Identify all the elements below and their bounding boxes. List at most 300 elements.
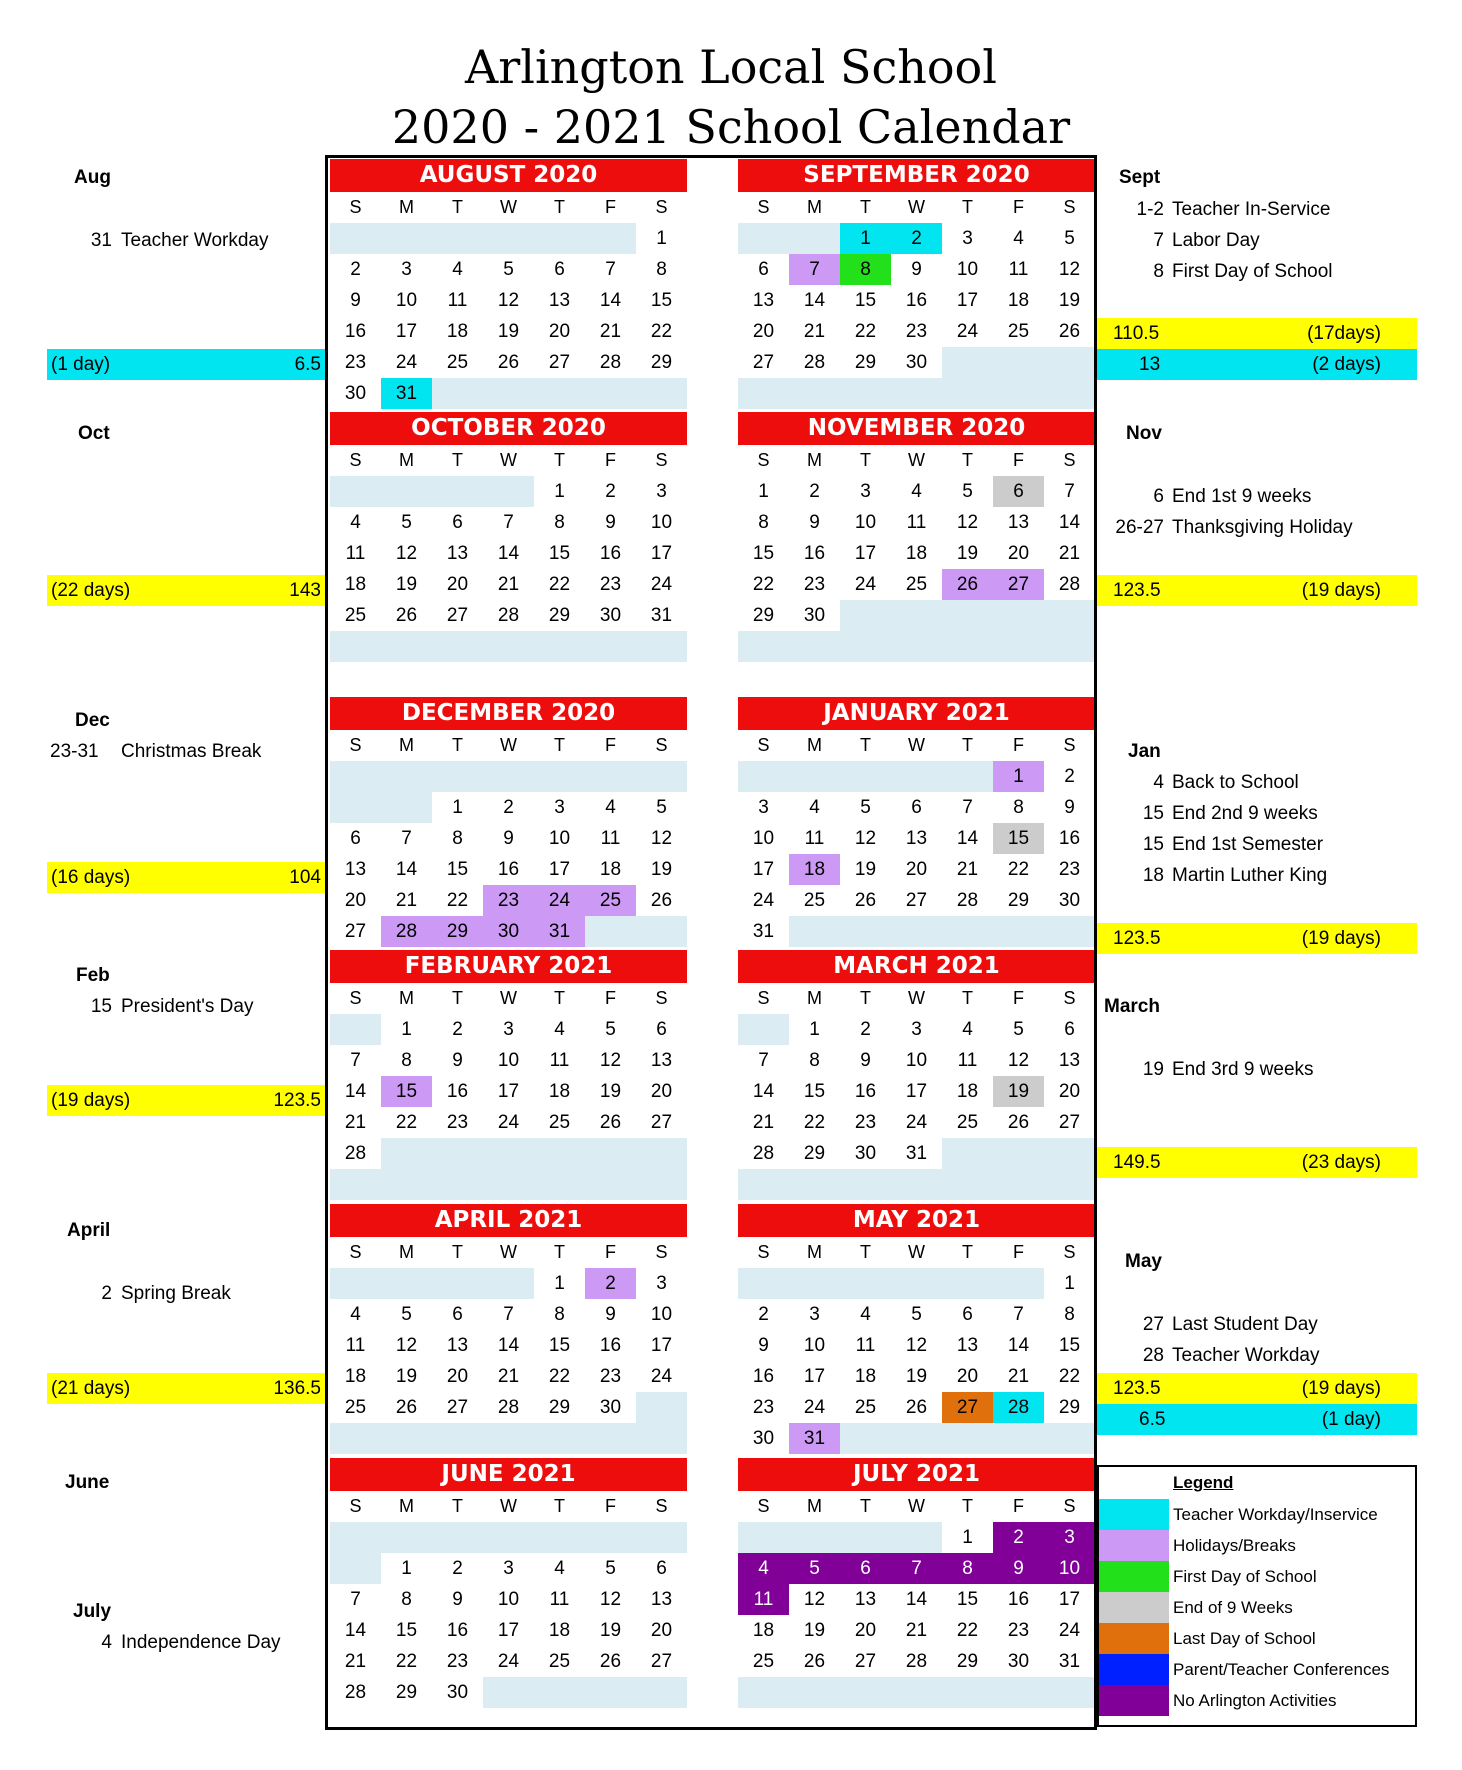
day-cell: 9 [911,259,922,280]
day-cell: 10 [650,1304,673,1325]
band-count: 123.5 [1113,928,1161,949]
weekday-header: M [399,735,414,755]
left-event-text: Spring Break [121,1283,231,1304]
day-cell: 11 [738,1584,789,1615]
weekday-header: T [962,197,973,217]
day-cell: 19 [599,1081,622,1102]
title-line-1: Arlington Local School [465,40,997,94]
day-cell: 15 [1058,1335,1081,1356]
day-cell: 4 [350,512,361,533]
day-cell: 14 [497,1335,520,1356]
day-cell: 23 [905,321,928,342]
day-cell: 8 [452,828,463,849]
day-cell: 16 [1007,1589,1030,1610]
day-cell: 11 [1008,259,1029,280]
day-cell: 8 [1064,1304,1075,1325]
day-cell: 2 [809,481,820,502]
day-cell: 15 [548,543,571,564]
band-count: 13 [1139,354,1161,375]
legend-label: First Day of School [1173,1567,1317,1586]
weekday-header: W [500,450,517,470]
weekday-header: F [605,735,616,755]
legend-swatch [1099,1654,1169,1685]
right-event-date: 18 [1142,865,1164,886]
day-cell: 16 [344,321,367,342]
month-header-may: MAY 2021 [738,1204,1095,1237]
legend-swatch [1099,1561,1169,1592]
day-cell: 28 [497,1397,520,1418]
left-label-oct: Oct [78,423,110,444]
day-cell: 6 [452,512,463,533]
legend-item [1099,1592,1415,1623]
day-cell: 5 [401,512,412,533]
day-cell: 19 [395,1366,418,1387]
day-cell: 7 [350,1589,361,1610]
legend-swatch [1099,1623,1169,1654]
day-cell: 20 [344,890,367,911]
day-cell: 20 [1007,543,1030,564]
band-count: 123.5 [1113,1378,1161,1399]
day-cell: 27 [548,352,571,373]
day-cell: 21 [344,1112,367,1133]
day-cell: 29 [1007,890,1030,911]
weekday-header: M [807,1242,822,1262]
day-cell: 12 [803,1589,826,1610]
day-cell: 1 [656,228,667,249]
right-event-date: 19 [1142,1059,1164,1080]
day-cell: 18 [1007,290,1030,311]
day-cell: 6 [350,828,361,849]
day-cell: 24 [395,352,418,373]
band-count: 104 [289,867,321,888]
day-cell: 1 [758,481,769,502]
day-cell: 15 [446,859,469,880]
day-cell: 1 [962,1527,973,1548]
day-cell: 13 [854,1589,877,1610]
day-cell: 17 [650,543,673,564]
left-event-text: President's Day [121,996,254,1017]
day-cell: 19 [854,859,877,880]
day-cell: 20 [752,321,775,342]
weekday-header: T [452,450,463,470]
right-event-text: Last Student Day [1172,1314,1318,1335]
day-cell: 7 [962,797,973,818]
day-cell: 6 [993,476,1044,507]
day-cell: 22 [1058,1366,1081,1387]
day-cell: 19 [956,543,979,564]
day-cell: 2 [758,1304,769,1325]
day-cell: 22 [548,574,571,595]
day-cell: 18 [599,859,622,880]
day-cell: 12 [599,1050,622,1071]
day-cell: 18 [905,543,928,564]
legend-item [1099,1530,1415,1561]
weekday-header: S [757,450,770,470]
band-days: (2 days) [1312,354,1381,375]
day-cell: 6 [1064,1019,1075,1040]
day-cell: 26 [395,605,418,626]
left-label-dec: Dec [75,710,110,731]
weekday-header: S [757,988,770,1008]
legend-swatch [1099,1499,1169,1530]
weekday-header: T [452,1242,463,1262]
day-cell: 12 [854,828,877,849]
right-event-date: 28 [1142,1345,1164,1366]
band-days: (17days) [1307,323,1381,344]
weekday-header: M [399,1496,414,1516]
weekday-header: T [554,197,565,217]
day-cell: 7 [503,512,514,533]
day-cell: 21 [803,321,826,342]
weekday-header: S [349,450,362,470]
day-cell: 27 [650,1112,673,1133]
day-cell: 9 [452,1050,463,1071]
day-cell: 3 [503,1019,514,1040]
day-cell: 1 [554,1273,565,1294]
day-cell: 10 [497,1050,520,1071]
day-cell: 23 [599,574,622,595]
day-cell: 31 [650,605,673,626]
weekday-header: S [349,1496,362,1516]
day-cell: 17 [752,859,775,880]
day-cell: 19 [803,1620,826,1641]
day-cell: 20 [446,1366,469,1387]
day-cell: 12 [956,512,979,533]
weekday-header: S [757,1496,770,1516]
day-cell: 17 [803,1366,826,1387]
day-cell: 28 [993,1392,1044,1423]
band-days: (1 day) [51,354,111,375]
weekday-header: W [500,1242,517,1262]
day-cell: 12 [650,828,673,849]
weekday-header: W [908,735,925,755]
band-count: 143 [289,580,321,601]
day-cell: 12 [395,1335,418,1356]
legend-label: Holidays/Breaks [1173,1536,1296,1555]
right-band [1097,1373,1417,1404]
weekday-header: S [1063,1496,1076,1516]
day-cell: 13 [446,543,469,564]
day-cell: 8 [401,1050,412,1071]
legend-item [1099,1499,1415,1530]
day-cell: 17 [497,1081,520,1102]
day-cell: 4 [605,797,616,818]
month-header-nov: NOVEMBER 2020 [738,412,1095,445]
day-cell: 30 [599,605,622,626]
day-cell: 28 [599,352,622,373]
day-cell: 31 [905,1143,928,1164]
day-cell: 19 [497,321,520,342]
right-event-text: End 2nd 9 weeks [1172,803,1318,824]
band-days: (16 days) [51,867,131,888]
day-cell: 14 [1007,1335,1030,1356]
right-label-mar: March [1104,996,1160,1017]
day-cell: 8 [554,1304,565,1325]
day-cell: 23 [1007,1620,1030,1641]
day-cell: 18 [854,1366,877,1387]
legend-swatch [1099,1592,1169,1623]
day-cell: 7 [401,828,412,849]
day-cell: 1 [809,1019,820,1040]
day-cell: 29 [650,352,673,373]
weekday-header: F [1013,1242,1024,1262]
day-cell: 18 [344,1366,367,1387]
day-cell: 6 [758,259,769,280]
day-cell: 1 [840,223,891,254]
day-cell: 2 [585,1268,636,1299]
day-cell: 16 [854,1081,877,1102]
month-header-mar: MARCH 2021 [738,950,1095,983]
day-cell: 24 [803,1397,826,1418]
day-cell: 5 [656,797,667,818]
right-label-jan: Jan [1128,741,1161,762]
day-cell: 25 [548,1112,571,1133]
day-cell: 7 [891,1553,942,1584]
day-cell: 10 [395,290,418,311]
day-cell: 6 [554,259,565,280]
month-header-dec: DECEMBER 2020 [330,697,687,730]
day-cell: 27 [650,1651,673,1672]
day-cell: 5 [1013,1019,1024,1040]
day-cell: 13 [905,828,928,849]
day-cell: 27 [446,1397,469,1418]
day-cell: 20 [548,321,571,342]
legend-item [1099,1685,1415,1716]
weekday-header: W [500,735,517,755]
day-cell: 9 [503,828,514,849]
day-cell: 14 [599,290,622,311]
weekday-header: W [908,450,925,470]
weekday-header: T [554,1496,565,1516]
day-cell: 5 [401,1304,412,1325]
day-cell: 3 [962,228,973,249]
day-cell: 31 [381,378,432,409]
day-cell: 11 [804,828,825,849]
day-cell: 17 [497,1620,520,1641]
day-cell: 18 [446,321,469,342]
day-cell: 30 [854,1143,877,1164]
day-cell: 29 [548,1397,571,1418]
day-cell: 10 [803,1335,826,1356]
day-cell: 14 [395,859,418,880]
day-cell: 6 [840,1553,891,1584]
day-cell: 16 [1058,828,1081,849]
day-cell: 27 [942,1392,993,1423]
day-cell: 21 [956,859,979,880]
day-cell: 15 [956,1589,979,1610]
day-cell: 20 [854,1620,877,1641]
day-cell: 12 [1007,1050,1030,1071]
day-cell: 7 [1013,1304,1024,1325]
day-cell: 28 [1058,574,1081,595]
weekday-header: T [962,1496,973,1516]
left-band [47,349,325,380]
day-cell: 28 [905,1651,928,1672]
day-cell: 29 [1058,1397,1081,1418]
month-header-jul: JULY 2021 [738,1458,1095,1491]
day-cell: 17 [548,859,571,880]
day-cell: 2 [350,259,361,280]
day-cell: 26 [599,1651,622,1672]
day-cell: 11 [345,1335,366,1356]
day-cell: 11 [600,828,621,849]
day-cell: 21 [395,890,418,911]
day-cell: 3 [401,259,412,280]
day-cell: 9 [605,512,616,533]
day-cell: 22 [1007,859,1030,880]
weekday-header: F [605,1242,616,1262]
day-cell: 21 [497,574,520,595]
weekday-header: S [1063,988,1076,1008]
day-cell: 29 [752,605,775,626]
day-cell: 18 [344,574,367,595]
day-cell: 3 [656,1273,667,1294]
right-band [1097,349,1417,380]
day-cell: 2 [503,797,514,818]
month-header-feb: FEBRUARY 2021 [330,950,687,983]
day-cell: 29 [395,1682,418,1703]
day-cell: 26 [650,890,673,911]
day-cell: 15 [650,290,673,311]
day-cell: 2 [860,1019,871,1040]
day-cell: 24 [650,1366,673,1387]
left-event-date: 4 [101,1632,112,1653]
right-event-text: End 3rd 9 weeks [1172,1059,1314,1080]
weekday-header: S [655,450,668,470]
weekday-header: F [605,988,616,1008]
day-cell: 30 [446,1682,469,1703]
month-header-jun: JUNE 2021 [330,1458,687,1491]
weekday-header: T [554,735,565,755]
day-cell: 12 [497,290,520,311]
day-cell: 28 [803,352,826,373]
day-cell: 1 [401,1019,412,1040]
day-cell: 18 [956,1081,979,1102]
right-event-text: Thanksgiving Holiday [1172,517,1353,538]
day-cell: 23 [854,1112,877,1133]
band-count: 149.5 [1113,1152,1161,1173]
day-cell: 13 [752,290,775,311]
right-event-date: 27 [1142,1314,1164,1335]
day-cell: 5 [605,1558,616,1579]
day-cell: 14 [344,1620,367,1641]
day-cell: 4 [962,1019,973,1040]
day-cell: 26 [854,890,877,911]
day-cell: 30 [1007,1651,1030,1672]
weekday-header: W [908,197,925,217]
calendar-frame [325,155,1097,1730]
day-cell: 1 [452,797,463,818]
day-cell: 22 [854,321,877,342]
band-days: (19 days) [1301,580,1381,601]
right-event-date: 15 [1142,834,1164,855]
day-cell: 20 [650,1081,673,1102]
day-cell: 11 [549,1050,570,1071]
day-cell: 24 [497,1112,520,1133]
band-count: 6.5 [294,354,321,375]
day-cell: 11 [549,1589,570,1610]
day-cell: 20 [446,574,469,595]
day-cell: 8 [1013,797,1024,818]
day-cell: 14 [344,1081,367,1102]
right-event-text: Labor Day [1172,230,1260,251]
band-count: 123.5 [1113,580,1161,601]
day-cell: 11 [906,512,927,533]
left-event-date: 31 [90,230,112,251]
day-cell: 16 [497,859,520,880]
day-cell: 7 [789,254,840,285]
day-cell: 13 [548,290,571,311]
day-cell: 2 [993,1522,1044,1553]
right-band [1097,1404,1417,1435]
day-cell: 10 [752,828,775,849]
left-event-text: Christmas Break [121,741,262,762]
day-cell: 27 [752,352,775,373]
weekday-header: T [860,450,871,470]
right-event-date: 4 [1153,772,1164,793]
day-cell: 5 [962,481,973,502]
day-cell: 13 [650,1050,673,1071]
day-cell: 3 [503,1558,514,1579]
day-cell: 29 [803,1143,826,1164]
title-line-2: 2020 - 2021 School Calendar [391,100,1071,154]
day-cell: 21 [752,1112,775,1133]
day-cell: 6 [656,1558,667,1579]
left-band [47,1373,325,1404]
weekday-header: S [349,197,362,217]
day-cell: 5 [605,1019,616,1040]
day-cell: 31 [534,916,585,947]
day-cell: 28 [497,605,520,626]
band-days: (23 days) [1301,1152,1381,1173]
day-cell: 17 [905,1081,928,1102]
month-header-aug: AUGUST 2020 [330,159,687,192]
weekday-header: M [807,197,822,217]
day-cell: 25 [905,574,928,595]
day-cell: 8 [942,1553,993,1584]
day-cell: 19 [599,1620,622,1641]
day-cell: 22 [395,1651,418,1672]
day-cell: 20 [905,859,928,880]
day-cell: 9 [860,1050,871,1071]
day-cell: 27 [344,921,367,942]
weekday-header: S [349,735,362,755]
month-header-oct: OCTOBER 2020 [330,412,687,445]
left-event-date: 23-31 [50,741,99,762]
day-cell: 22 [446,890,469,911]
day-cell: 25 [752,1651,775,1672]
day-cell: 5 [1064,228,1075,249]
weekday-header: M [399,1242,414,1262]
day-cell: 21 [1058,543,1081,564]
day-cell: 4 [860,1304,871,1325]
day-cell: 25 [446,352,469,373]
legend-label: End of 9 Weeks [1173,1598,1293,1617]
left-event-date: 15 [90,996,112,1017]
weekday-header: T [860,1242,871,1262]
day-cell: 29 [432,916,483,947]
band-days: (19 days) [1301,928,1381,949]
day-cell: 17 [395,321,418,342]
day-cell: 1 [554,481,565,502]
month-header-sep: SEPTEMBER 2020 [738,159,1095,192]
day-cell: 4 [911,481,922,502]
right-event-text: Teacher In-Service [1172,199,1331,220]
day-cell: 23 [483,885,534,916]
day-cell: 24 [1058,1620,1081,1641]
day-cell: 7 [1064,481,1075,502]
day-cell: 9 [1064,797,1075,818]
